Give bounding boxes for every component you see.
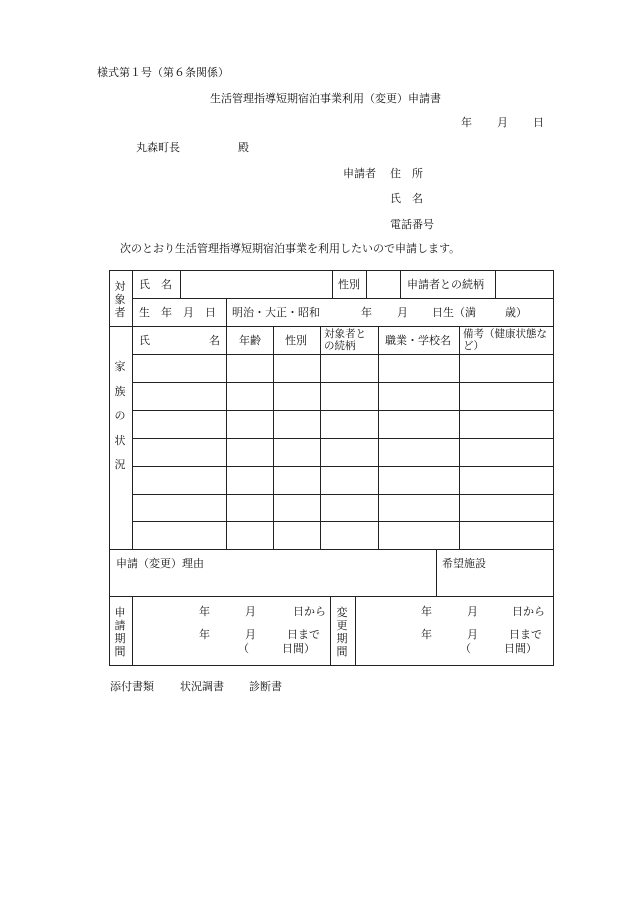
period-from-month: 月 xyxy=(245,605,256,618)
subject-section-label: 対象者 xyxy=(114,280,126,319)
date-year-label: 年 xyxy=(461,116,472,129)
attachments-label: 添付書類 xyxy=(110,680,154,693)
period-from-day: 日から xyxy=(293,605,326,618)
change-to-day: 日まで xyxy=(509,628,542,641)
attachment-status-report: 状況調書 xyxy=(180,680,224,693)
date-day-label: 日 xyxy=(533,116,544,129)
change-to-year: 年 xyxy=(421,628,432,641)
family-header-notes: 備考（健康状態など） xyxy=(463,328,547,352)
attachment-medical-certificate: 診断書 xyxy=(249,680,282,693)
subject-birth-label: 生 年 月 日 xyxy=(139,306,216,319)
subject-birth-year: 年 xyxy=(361,306,372,319)
form-number: 様式第１号（第６条関係） xyxy=(97,66,229,79)
form-title: 生活管理指導短期宿泊事業利用（変更）申請書 xyxy=(210,92,441,105)
change-days: （ 日間） xyxy=(460,642,537,655)
change-from-day: 日から xyxy=(512,605,545,618)
subject-era-options: 明治・大正・昭和 xyxy=(232,306,320,319)
period-label: 申請期間 xyxy=(114,606,126,658)
period-from-year: 年 xyxy=(199,605,210,618)
applicant-address-label: 住 所 xyxy=(390,167,423,180)
honorific: 殿 xyxy=(238,141,249,154)
family-header-name-b: 名 xyxy=(209,334,220,347)
reason-label: 申請（変更）理由 xyxy=(116,557,204,570)
applicant-label: 申請者 xyxy=(343,167,376,180)
family-header-age: 年齢 xyxy=(239,334,261,347)
intro-text: 次のとおり生活管理指導短期宿泊事業を利用したいので申請します。 xyxy=(120,242,461,255)
period-to-day: 日まで xyxy=(287,628,320,641)
change-from-month: 月 xyxy=(467,605,478,618)
subject-gender-label: 性別 xyxy=(338,278,360,291)
change-to-month: 月 xyxy=(467,628,478,641)
family-header-occupation: 職業・学校名 xyxy=(385,334,451,347)
subject-birth-month: 月 xyxy=(397,306,408,319)
subject-age: 歳） xyxy=(505,306,527,319)
change-from-year: 年 xyxy=(421,605,432,618)
subject-birth-day: 日生（満 xyxy=(432,306,476,319)
family-section-label: 家族の状況 xyxy=(114,360,126,471)
change-period-label: 変更期間 xyxy=(336,606,348,658)
facility-label: 希望施設 xyxy=(442,557,486,570)
subject-name-label: 氏 名 xyxy=(139,278,172,291)
addressee: 丸森町長 xyxy=(136,141,180,154)
period-days: （ 日間） xyxy=(238,642,315,655)
date-month-label: 月 xyxy=(497,116,508,129)
family-header-name-a: 氏 xyxy=(139,334,150,347)
period-to-month: 月 xyxy=(245,628,256,641)
period-to-year: 年 xyxy=(199,628,210,641)
applicant-name-label: 氏 名 xyxy=(390,192,423,205)
family-header-relation: 対象者との続柄 xyxy=(324,328,366,352)
subject-relation-label: 申請者との続柄 xyxy=(407,278,484,291)
applicant-phone-label: 電話番号 xyxy=(390,218,434,231)
family-header-gender: 性別 xyxy=(285,334,307,347)
